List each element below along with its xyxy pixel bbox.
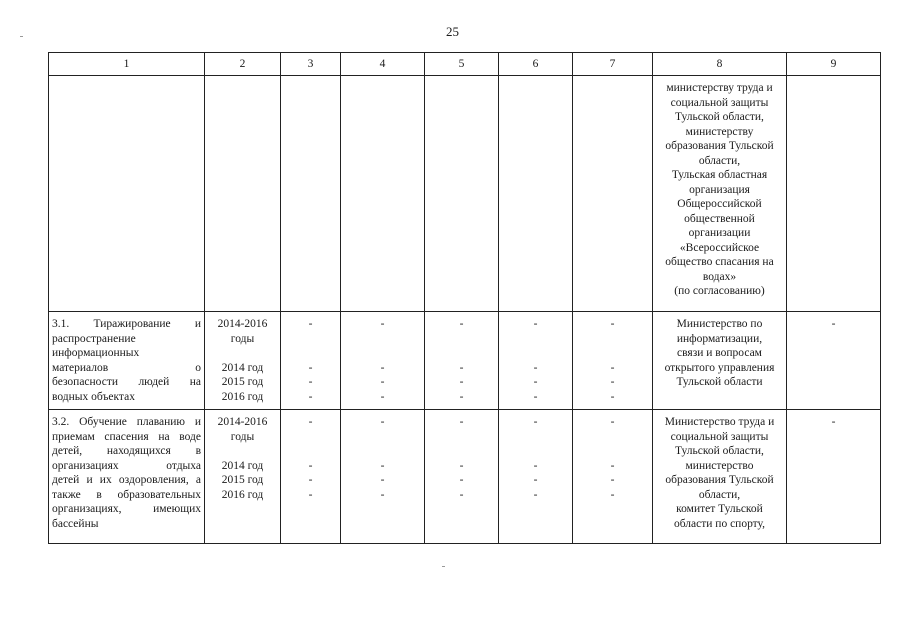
cell-empty bbox=[787, 76, 881, 312]
col-header-7: 7 bbox=[573, 53, 653, 76]
year-label: 2015 год bbox=[221, 474, 264, 486]
value-cell bbox=[499, 312, 573, 410]
cell-empty bbox=[341, 76, 425, 312]
task-line: распространение bbox=[52, 332, 136, 345]
executor-line: Министерство по bbox=[676, 318, 763, 330]
dash-value: - bbox=[610, 416, 615, 428]
dash-value: - bbox=[459, 390, 464, 403]
col-header-4: 4 bbox=[341, 53, 425, 76]
task-line: материалов о bbox=[52, 361, 201, 374]
dash-value: - bbox=[308, 318, 313, 330]
period-main: 2014-2016 bbox=[217, 318, 268, 330]
executor-cell bbox=[653, 312, 787, 410]
dash-value: - bbox=[533, 318, 538, 330]
dash-value: - bbox=[380, 376, 385, 388]
executor-line: социальной защиты bbox=[670, 430, 769, 443]
executor-line: комитет Тульской bbox=[676, 503, 763, 515]
dash-value: - bbox=[459, 474, 464, 486]
dash-value: - bbox=[380, 488, 385, 501]
task-line: 3.2. Обучение плаванию и bbox=[52, 416, 201, 428]
value-cell bbox=[341, 410, 425, 544]
dash-value: - bbox=[610, 488, 615, 501]
task-line: безопасности людей на bbox=[52, 376, 201, 388]
dash-value: - bbox=[380, 459, 385, 472]
scan-speck bbox=[442, 566, 445, 567]
cell-empty bbox=[205, 76, 281, 312]
dash-value: - bbox=[610, 459, 615, 472]
period-unit: годы bbox=[230, 332, 255, 345]
value-cell bbox=[499, 410, 573, 544]
header-row bbox=[49, 53, 881, 76]
note-cell bbox=[787, 410, 881, 544]
executor-line: организации bbox=[688, 227, 751, 239]
year-label: 2016 год bbox=[221, 390, 264, 403]
dash-value: - bbox=[308, 459, 313, 472]
executor-line: водах» bbox=[702, 270, 737, 283]
value-cell bbox=[425, 312, 499, 410]
note-cell bbox=[787, 312, 881, 410]
program-table bbox=[48, 52, 881, 544]
dash-value: - bbox=[610, 390, 615, 403]
dash-value: - bbox=[308, 390, 313, 403]
value-cell bbox=[573, 312, 653, 410]
dash-value: - bbox=[533, 416, 538, 428]
col-header-5: 5 bbox=[425, 53, 499, 76]
executor-line: общество спасания на bbox=[665, 256, 774, 268]
period-cell bbox=[205, 410, 281, 544]
col-header-2: 2 bbox=[205, 53, 281, 76]
executor-line: связи и вопросам bbox=[677, 347, 762, 359]
year-label: 2014 год bbox=[221, 361, 264, 374]
col-header-3: 3 bbox=[281, 53, 341, 76]
cell-empty bbox=[49, 76, 205, 312]
task-cell bbox=[49, 312, 205, 410]
value-cell bbox=[281, 312, 341, 410]
dash-value: - bbox=[380, 474, 385, 486]
dash-value: - bbox=[308, 361, 313, 374]
cell-empty bbox=[281, 76, 341, 312]
executor-line: организация bbox=[689, 183, 750, 196]
table-row-continuation bbox=[49, 76, 881, 312]
task-line: 3.1. Тиражирование и bbox=[52, 318, 201, 330]
value-cell bbox=[341, 312, 425, 410]
executor-line: Тульской области, bbox=[675, 111, 764, 123]
executor-line: открытого управления bbox=[664, 361, 775, 374]
cell-empty bbox=[499, 76, 573, 312]
period-unit: годы bbox=[230, 430, 255, 443]
dash-value: - bbox=[308, 474, 313, 486]
task-line: также в образовательных bbox=[52, 488, 201, 501]
task-line: приемам спасения на воде bbox=[52, 430, 201, 443]
dash-value: - bbox=[308, 376, 313, 388]
executor-line: социальной защиты bbox=[670, 96, 769, 109]
dash-value: - bbox=[459, 361, 464, 374]
dash-value: - bbox=[831, 416, 836, 428]
period-cell bbox=[205, 312, 281, 410]
dash-value: - bbox=[380, 390, 385, 403]
executor-line: образования Тульской bbox=[665, 474, 774, 486]
dash-value: - bbox=[380, 416, 385, 428]
col-header-9: 9 bbox=[787, 53, 881, 76]
executor-cell bbox=[653, 410, 787, 544]
page-number: 25 bbox=[446, 24, 459, 39]
dash-value: - bbox=[610, 474, 615, 486]
task-line: детей, находящихся в bbox=[52, 445, 201, 457]
dash-value: - bbox=[459, 488, 464, 501]
executor-line: министерство bbox=[685, 459, 754, 472]
executor-line: области, bbox=[698, 154, 741, 167]
executor-line: общественной bbox=[684, 212, 755, 225]
executor-line: образования Тульской bbox=[665, 140, 774, 152]
cell-empty bbox=[425, 76, 499, 312]
task-line: организациях отдыха bbox=[52, 459, 201, 472]
dash-value: - bbox=[459, 416, 464, 428]
value-cell bbox=[573, 410, 653, 544]
dash-value: - bbox=[533, 376, 538, 388]
dash-value: - bbox=[610, 376, 615, 388]
executor-line: (по согласованию) bbox=[674, 285, 765, 297]
dash-value: - bbox=[459, 459, 464, 472]
year-label: 2015 год bbox=[221, 376, 264, 388]
task-line: детей и их оздоровления, а bbox=[52, 474, 201, 486]
dash-value: - bbox=[831, 318, 836, 330]
col-header-6: 6 bbox=[499, 53, 573, 76]
dash-value: - bbox=[533, 361, 538, 374]
col-header-8: 8 bbox=[653, 53, 787, 76]
dash-value: - bbox=[380, 361, 385, 374]
executor-line: информатизации, bbox=[676, 332, 763, 345]
dash-value: - bbox=[533, 474, 538, 486]
executor-line: «Всероссийское bbox=[679, 241, 760, 254]
dash-value: - bbox=[533, 390, 538, 403]
dash-value: - bbox=[380, 318, 385, 330]
executor-line: области, bbox=[698, 488, 741, 501]
period-main: 2014-2016 bbox=[217, 416, 268, 428]
dash-value: - bbox=[308, 488, 313, 501]
dash-value: - bbox=[308, 416, 313, 428]
executor-line: Тульская областная bbox=[671, 169, 768, 181]
task-line: бассейны bbox=[52, 517, 99, 530]
task-line: организациях, имеющих bbox=[52, 503, 201, 515]
executor-line: Министерство труда и bbox=[664, 416, 775, 428]
task-line: водных объектах bbox=[52, 390, 135, 403]
value-cell bbox=[281, 410, 341, 544]
task-line: информационных bbox=[52, 347, 140, 359]
executor-line: Тульской области, bbox=[675, 445, 764, 457]
year-label: 2014 год bbox=[221, 459, 264, 472]
dash-value: - bbox=[533, 459, 538, 472]
dash-value: - bbox=[610, 318, 615, 330]
dash-value: - bbox=[533, 488, 538, 501]
scan-speck bbox=[20, 36, 23, 37]
value-cell bbox=[425, 410, 499, 544]
cell-empty bbox=[573, 76, 653, 312]
table-row-3-2 bbox=[49, 410, 881, 544]
col-header-1: 1 bbox=[49, 53, 205, 76]
dash-value: - bbox=[459, 318, 464, 330]
executor-line: министерству труда и bbox=[666, 82, 773, 94]
executor-line: Общероссийской bbox=[677, 198, 762, 210]
dash-value: - bbox=[610, 361, 615, 374]
executor-cell bbox=[653, 76, 787, 312]
executor-line: министерству bbox=[685, 125, 754, 138]
table-row-3-1 bbox=[49, 312, 881, 410]
executor-line: области по спорту, bbox=[673, 517, 766, 530]
task-cell bbox=[49, 410, 205, 544]
dash-value: - bbox=[459, 376, 464, 388]
year-label: 2016 год bbox=[221, 488, 264, 501]
executor-line: Тульской области bbox=[676, 376, 763, 388]
